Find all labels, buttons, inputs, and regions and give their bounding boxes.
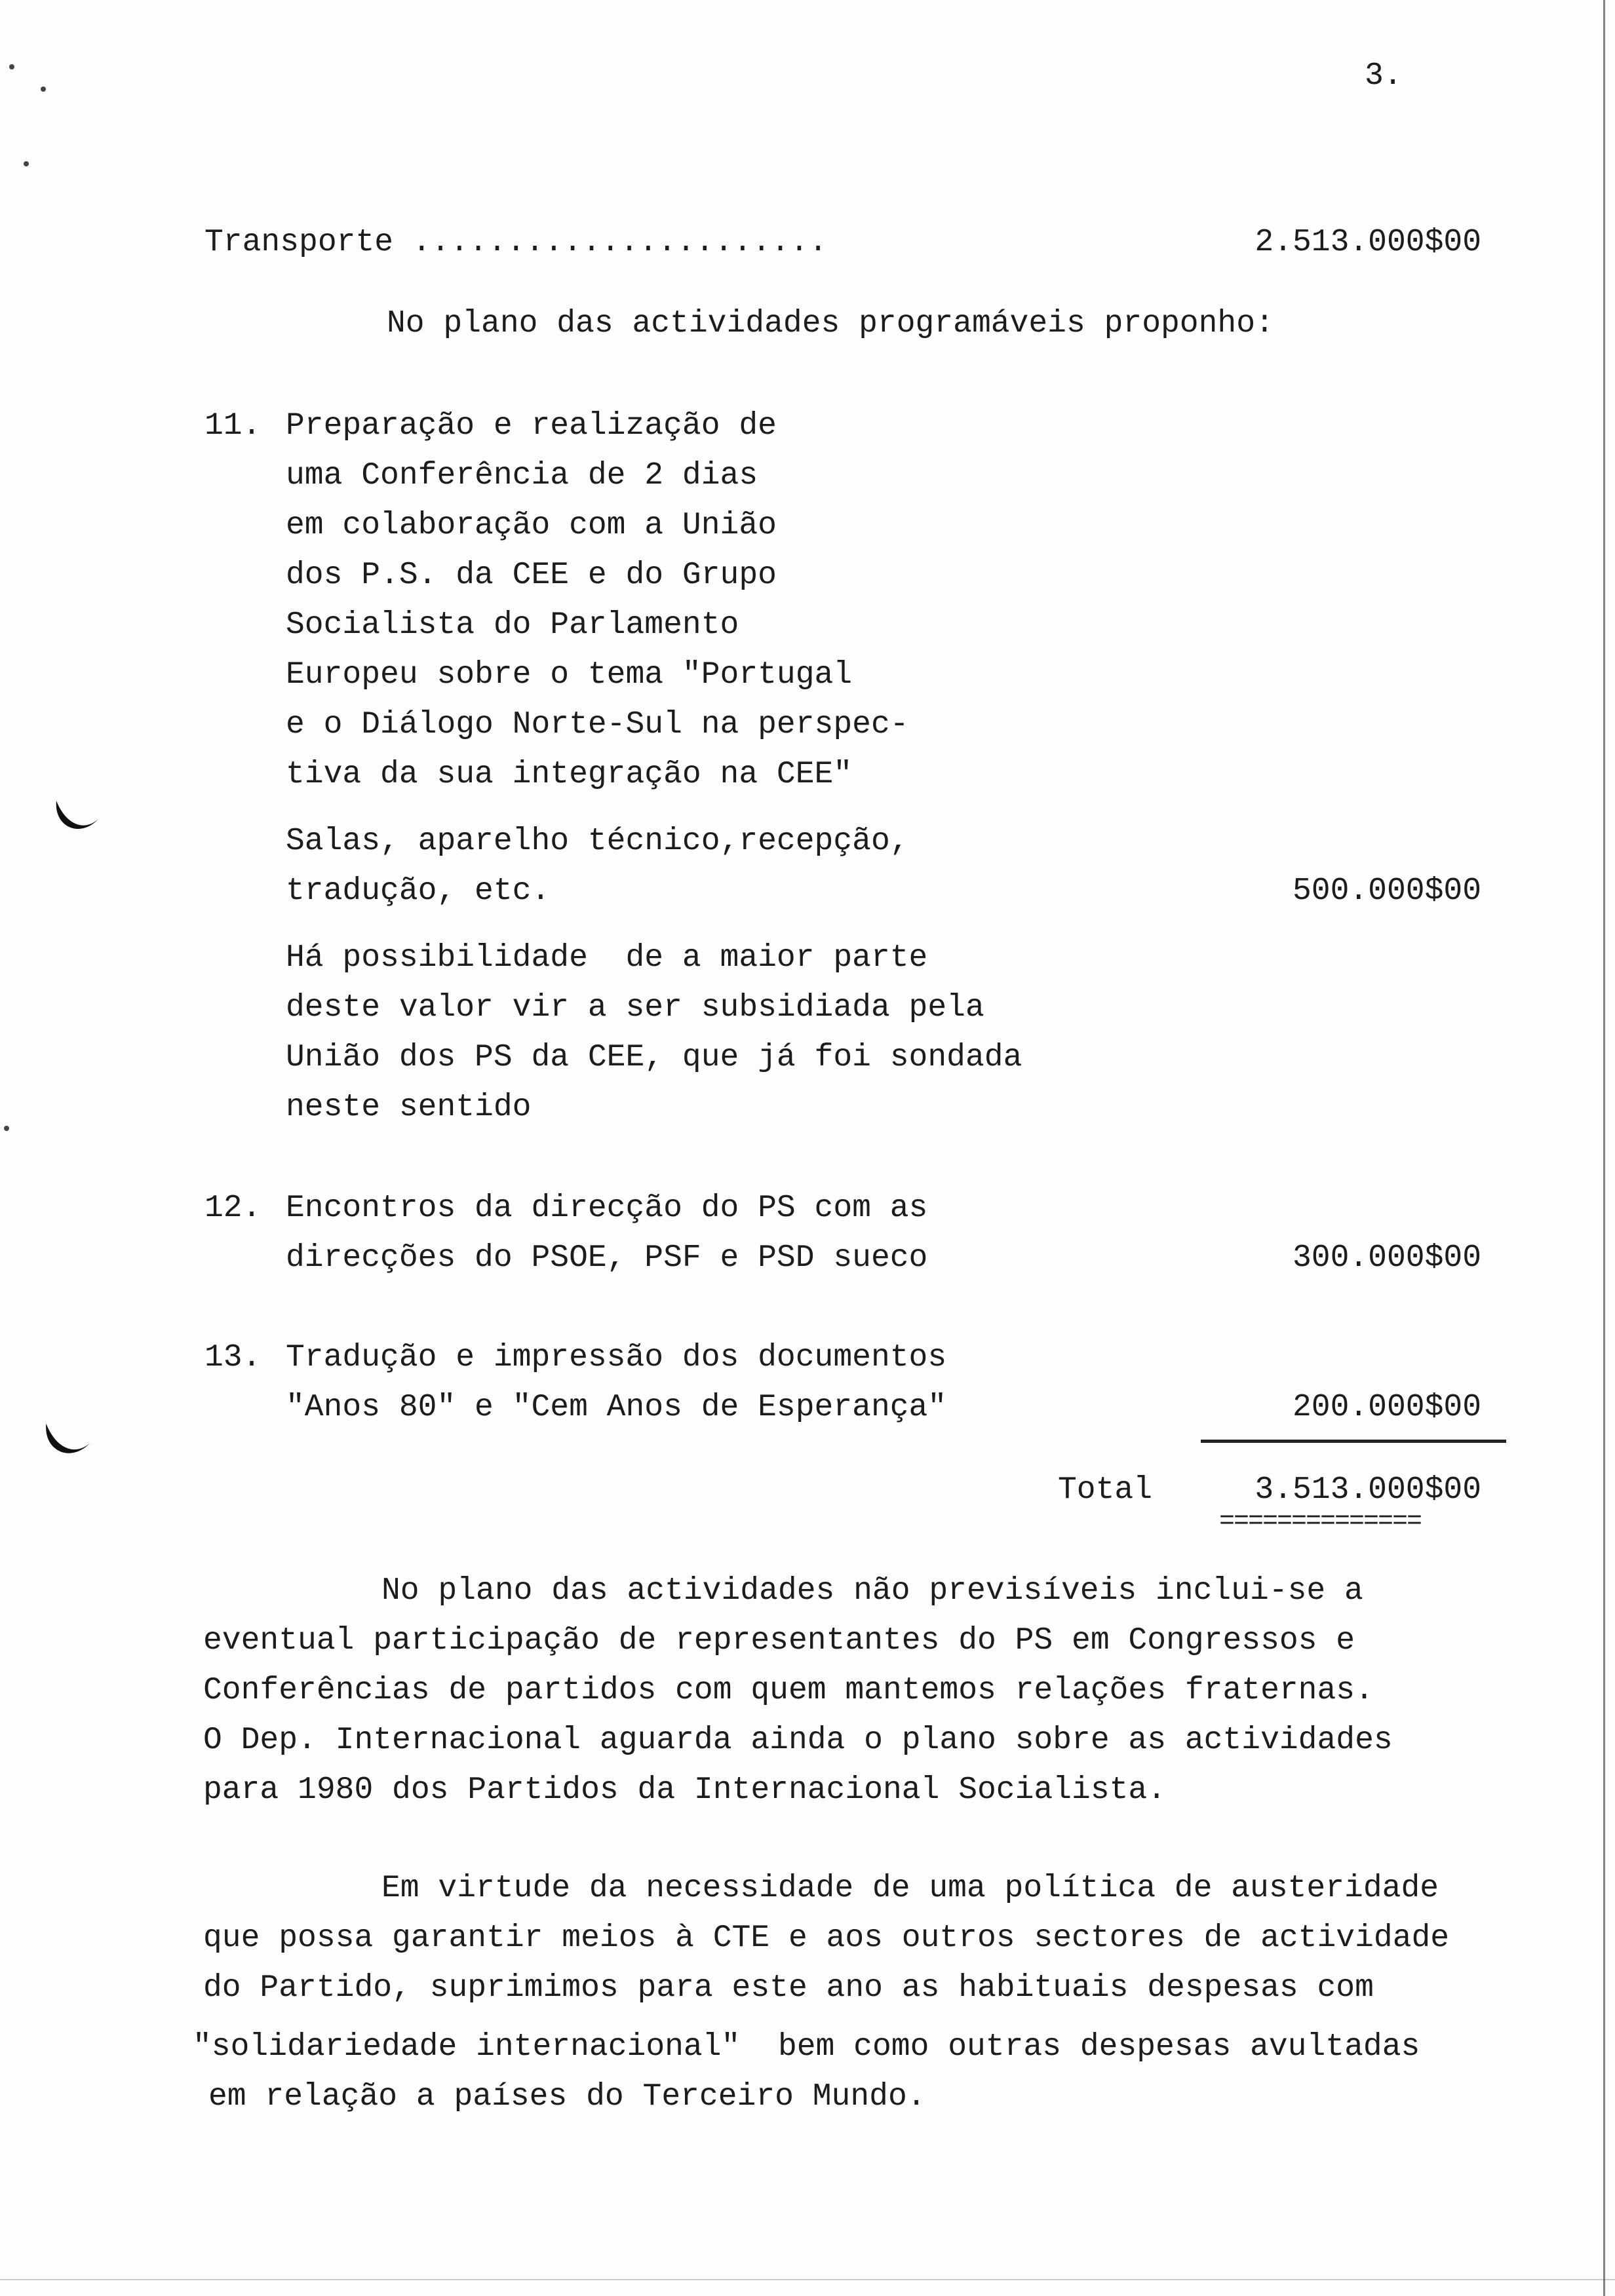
sum-rule [1201, 1440, 1506, 1443]
note-line: União dos PS da CEE, que já foi sondada [286, 1040, 1022, 1075]
note-line: neste sentido [286, 1090, 532, 1125]
page-bottom-edge [0, 2279, 1615, 2280]
scan-speck [41, 86, 46, 92]
item-number: 12. [204, 1191, 262, 1226]
item-line: "Anos 80" e "Cem Anos de Esperança" [286, 1390, 947, 1425]
item-line: Encontros da direcção do PS com as [286, 1191, 928, 1226]
total-amount: 3.513.000$00 [1255, 1472, 1481, 1508]
item-line: e o Diálogo Norte-Sul na perspec- [286, 707, 909, 742]
item-line: Tradução e impressão dos documentos [286, 1340, 947, 1375]
paragraph-line: O Dep. Internacional aguarda ainda o plano sobre as actividades [203, 1723, 1393, 1758]
transport-amount: 2.513.000$00 [1255, 225, 1481, 260]
scan-speck [24, 161, 29, 166]
paragraph-line: em relação a países do Terceiro Mundo. [208, 2079, 926, 2114]
item-amount: 500.000$00 [1292, 873, 1481, 909]
punch-mark-icon [51, 793, 104, 845]
item-line: Preparação e realização de [286, 408, 777, 444]
paragraph-line: Em virtude da necessidade de uma política de austeridade [381, 1871, 1439, 1906]
item-line: tiva da sua integração na CEE" [286, 757, 853, 792]
item-line: em colaboração com a União [286, 508, 777, 543]
total-double-underline: ============== [1219, 1507, 1422, 1537]
item-line: uma Conferência de 2 dias [286, 458, 758, 493]
note-line: Há possibilidade de a maior parte [286, 940, 928, 976]
punch-mark-icon [41, 1415, 96, 1470]
paragraph-line: para 1980 dos Partidos da Internacional Socialista. [203, 1772, 1167, 1808]
paragraph-line: Conferências de partidos com quem mantemos relações fraternas. [203, 1673, 1374, 1708]
scan-speck [9, 64, 14, 69]
page-edge [1603, 0, 1605, 2296]
item-number: 13. [204, 1340, 262, 1375]
intro-line: No plano das actividades programáveis proponho: [387, 306, 1274, 341]
item-amount: 300.000$00 [1292, 1240, 1481, 1276]
item-line: Socialista do Parlamento [286, 607, 739, 643]
paragraph-line: "solidariedade internacional" bem como outras despesas avultadas [193, 2029, 1420, 2065]
item-line: dos P.S. da CEE e do Grupo [286, 558, 777, 593]
scan-speck [4, 1126, 9, 1131]
total-label: Total [1058, 1472, 1153, 1508]
paragraph-line: que possa garantir meios à CTE e aos outros sectores de actividade [203, 1921, 1450, 1956]
paragraph-line: do Partido, suprimimos para este ano as habituais despesas com [203, 1970, 1374, 2006]
paragraph-line: eventual participação de representantes do PS em Congressos e [203, 1623, 1355, 1658]
note-line: deste valor vir a ser subsidiada pela [286, 990, 984, 1025]
item-line: direcções do PSOE, PSF e PSD sueco [286, 1240, 928, 1276]
transport-label: Transporte ...................... [204, 225, 828, 260]
item-line: Europeu sobre o tema "Portugal [286, 657, 853, 693]
cost-line: tradução, etc. [286, 873, 551, 909]
page-number: 3. [1365, 58, 1403, 94]
paragraph-line: No plano das actividades não previsíveis inclui-se a [381, 1573, 1363, 1609]
item-amount: 200.000$00 [1292, 1390, 1481, 1425]
item-number: 11. [204, 408, 262, 444]
cost-line: Salas, aparelho técnico,recepção, [286, 824, 909, 859]
